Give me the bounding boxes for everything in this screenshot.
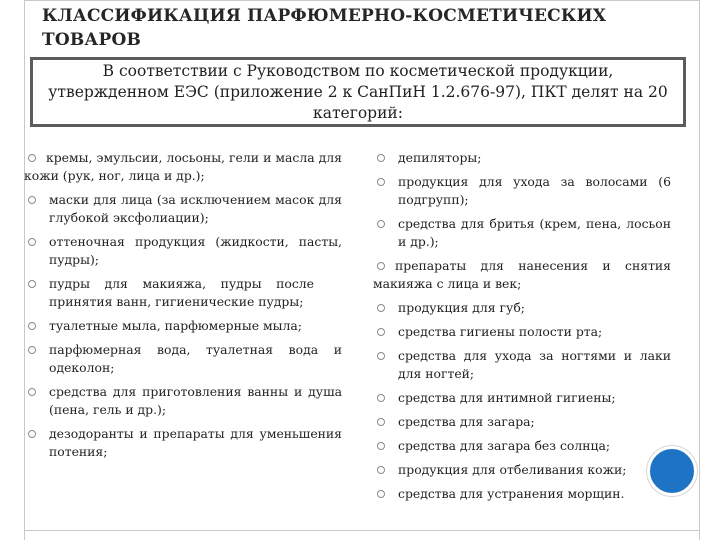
frame-line-right [699,0,700,540]
bullet-icon [28,196,36,204]
list-item: продукция для ухода за волосами (6 подгрупп); [373,173,671,209]
bullet-icon [28,280,36,288]
list-item: средства для интимной гигиены; [373,389,671,407]
bullet-icon [377,466,385,474]
intro-box [30,57,686,127]
bullet-icon [377,328,385,336]
list-item: средства для бритья (крем, пена, лосьон и др.); [373,215,671,251]
list-item: средства для загара без солнца; [373,437,671,455]
list-item: депиляторы; [373,149,671,167]
list-item: средства для ухода за ногтями и лаки для ногтей; [373,347,671,383]
bullet-icon [377,304,385,312]
bullet-icon [28,322,36,330]
intro-text: В соответствии с Руководством по косметической продукции, утвержденном ЕЭС (приложение 2 к СанПиН 1.2.676-97), ПКТ делят на 20 категорий: [48,61,668,122]
list-item: парфюмерная вода, туалетная вода и одеколон; [24,341,342,377]
bullet-icon [377,262,385,270]
list-item: средства для устранения морщин. [373,485,671,503]
slide-title: КЛАССИФИКАЦИЯ ПАРФЮМЕРНО-КОСМЕТИЧЕСКИХ ТОВАРОВ [42,6,607,50]
list-item: препараты для нанесения и снятия макияжа с лица и век; [373,258,671,291]
bullet-icon [377,220,385,228]
list-item: средства для приготовления ванны и душа (пена, гель и др.); [24,383,342,419]
bullet-icon [28,430,36,438]
right-category-list [373,149,671,503]
bullet-icon [377,490,385,498]
frame-line-top [24,0,700,1]
decorative-circle [647,446,697,496]
list-item: туалетные мыла, парфюмерные мыла; [24,317,342,335]
bullet-icon [377,442,385,450]
list-item: средства для загара; [373,413,671,431]
bullet-icon [377,178,385,186]
bullet-icon [28,154,36,162]
bullet-icon [377,418,385,426]
bullet-icon [377,394,385,402]
bullet-icon [377,154,385,162]
list-item: дезодоранты и препараты для уменьшения потения; [24,425,342,461]
list-item: продукция для губ; [373,299,671,317]
bullet-icon [28,346,36,354]
list-item: кремы, эмульсии, лосьоны, гели и масла для кожи (рук, ног, лица и др.); [24,150,342,183]
left-category-list [24,149,342,461]
bullet-icon [28,388,36,396]
bullet-icon [377,352,385,360]
list-item: пудры для макияжа, пудры после принятия ванн, гигиенические пудры; [24,275,342,311]
list-item: продукция для отбеливания кожи; [373,461,671,479]
list-item: оттеночная продукция (жидкости, пасты, пудры); [24,233,342,269]
frame-line-bottom [24,530,700,531]
bullet-icon [28,238,36,246]
list-item: средства гигиены полости рта; [373,323,671,341]
list-item: маски для лица (за исключением масок для глубокой эксфолиации); [24,191,342,227]
